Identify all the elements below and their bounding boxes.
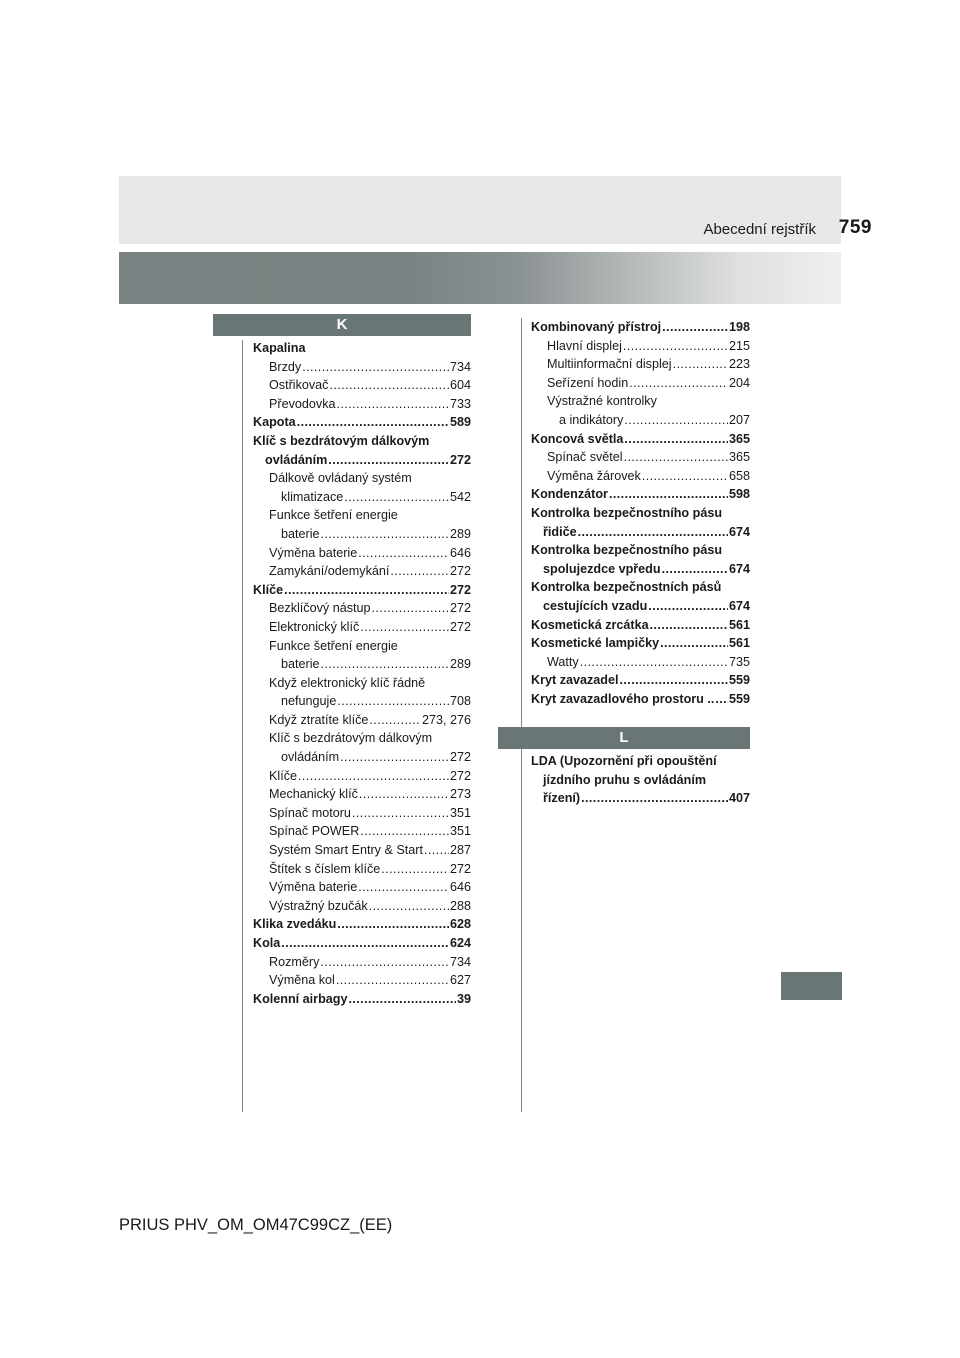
entry-label: Kosmetické lampičky [531, 636, 660, 651]
entry-label: Převodovka [269, 396, 336, 411]
entry-page-number: 733 [449, 396, 471, 411]
dot-leader [321, 525, 449, 544]
entry-page-number: 598 [728, 487, 750, 502]
entry-label: Výměna žárovek [547, 468, 641, 483]
index-entry [253, 971, 471, 990]
index-entry [253, 395, 471, 414]
thumb-index-tab [781, 972, 842, 1000]
index-entry [531, 430, 750, 449]
entry-page-number: 351 [449, 824, 471, 839]
entry-label: Kryt zavazadlového prostoru .. [531, 691, 715, 706]
dot-leader [344, 488, 449, 507]
entry-label: Kola [253, 936, 281, 950]
dot-leader [648, 597, 728, 616]
index-entry [253, 915, 471, 934]
index-entry-heading: Dálkově ovládaný systém [269, 471, 412, 486]
entry-page-number: 198 [728, 320, 750, 334]
entry-page-number: 734 [449, 359, 471, 374]
entry-label: Kapota [253, 415, 296, 430]
column-rule-left [242, 340, 243, 1112]
entry-page-number: 627 [449, 973, 471, 988]
entry-label: Koncová světla [531, 431, 624, 446]
dot-leader [360, 822, 449, 841]
entry-label: Kombinovaný přístroj [531, 320, 662, 334]
index-entry [531, 634, 750, 653]
index-entry [531, 337, 750, 356]
index-entry [253, 451, 471, 470]
entry-page-number: 223 [728, 357, 750, 372]
entry-page-number: 272 [449, 601, 471, 616]
document-code: PRIUS PHV_OM_OM47C99CZ_(EE) [119, 1216, 393, 1234]
index-entry [253, 358, 471, 377]
entry-label: cestujících vzadu [543, 598, 648, 613]
page-number: 759 [838, 217, 872, 238]
dot-leader [359, 785, 449, 804]
index-column-2-section-l [531, 752, 750, 808]
index-entry [531, 523, 750, 542]
index-entry-heading: Výstražné kontrolky [547, 394, 657, 409]
entry-page-number: 272 [449, 582, 471, 597]
index-entry [531, 560, 750, 579]
entry-page-number: 542 [449, 489, 471, 504]
dot-leader [650, 616, 728, 635]
entry-page-number: 674 [728, 598, 750, 613]
dot-leader [629, 374, 728, 393]
dot-leader [337, 915, 449, 934]
index-entry [253, 655, 471, 674]
entry-label: Klíče [269, 768, 297, 783]
entry-page-number: 559 [728, 673, 750, 688]
index-entry [253, 990, 471, 1009]
index-entry-heading: Když elektronický klíč řádně [269, 675, 426, 690]
index-entry [253, 822, 471, 841]
section-title: Abecední rejstřík [703, 221, 816, 238]
dot-leader [348, 990, 456, 1009]
entry-page-number: 561 [728, 636, 750, 651]
dot-leader [715, 690, 728, 709]
dot-leader [424, 841, 449, 860]
entry-label: Seřízení hodin [547, 375, 629, 390]
entry-page-number: 273, 276 [421, 712, 471, 727]
entry-label: Zamykání/odemykání [269, 564, 390, 579]
entry-page-number: 272 [449, 768, 471, 783]
entry-page-number: 589 [449, 415, 471, 430]
entry-page-number: 273 [449, 787, 471, 802]
entry-label: řízení) [543, 791, 581, 806]
entry-label: Rozměry [269, 954, 320, 969]
dot-leader [620, 671, 728, 690]
entry-page-number: 351 [449, 805, 471, 820]
entry-label: Kondenzátor [531, 487, 608, 502]
index-entry [531, 467, 750, 486]
entry-label: Bezklíčový nástup [269, 601, 371, 616]
entry-page-number: 628 [449, 917, 471, 932]
entry-label: Multiinformační displej [547, 357, 672, 372]
section-header-l: L [498, 727, 750, 749]
entry-label: Mechanický klíč [269, 787, 358, 802]
index-entry [531, 355, 750, 374]
dot-leader [578, 523, 728, 542]
dot-leader [328, 451, 449, 470]
dot-leader [336, 971, 449, 990]
index-entry-heading: Kontrolka bezpečnostního pásu [531, 543, 723, 558]
index-entry-heading: Kontrolka bezpečnostního pásu [531, 505, 723, 520]
entry-label: Kolenní airbagy [253, 991, 348, 1006]
column-rule-middle [521, 318, 522, 1112]
index-entry [253, 785, 471, 804]
index-entry-heading: Klíč s bezdrátovým dálkovým [269, 731, 433, 746]
dot-leader [340, 748, 449, 767]
entry-page-number: 287 [449, 843, 471, 858]
dot-leader [390, 562, 449, 581]
dot-leader [673, 355, 728, 374]
index-entry [531, 789, 750, 808]
entry-page-number: 272 [449, 564, 471, 579]
dot-leader [660, 634, 728, 653]
index-entry [253, 562, 471, 581]
dot-leader [337, 692, 449, 711]
index-entry [531, 318, 750, 337]
index-entry [253, 599, 471, 618]
index-entry [531, 374, 750, 393]
entry-page-number: 658 [728, 468, 750, 483]
entry-page-number: 735 [728, 654, 750, 669]
entry-page-number: 272 [449, 452, 471, 467]
dot-leader [662, 318, 728, 337]
index-entry [253, 934, 471, 953]
entry-label: Klika zvedáku [253, 917, 337, 932]
dot-leader [360, 618, 449, 637]
dot-leader [320, 953, 449, 972]
index-column-1 [253, 339, 471, 1008]
entry-label: Když ztratíte klíče [269, 712, 369, 727]
index-entry [253, 413, 471, 432]
index-entry [531, 690, 750, 709]
entry-page-number: 272 [449, 619, 471, 634]
index-entry [531, 485, 750, 504]
entry-page-number: 272 [449, 750, 471, 765]
index-entry [253, 748, 471, 767]
index-entry [253, 897, 471, 916]
entry-label: klimatizace [281, 489, 344, 504]
entry-page-number: 289 [449, 657, 471, 672]
dot-leader [624, 411, 728, 430]
index-entry [253, 692, 471, 711]
entry-page-number: 646 [449, 880, 471, 895]
index-entry [531, 653, 750, 672]
dot-leader [624, 448, 728, 467]
entry-label: Hlavní displej [547, 338, 622, 353]
dot-leader [297, 413, 449, 432]
entry-page-number: 272 [449, 861, 471, 876]
entry-label: Výměna baterie [269, 880, 358, 895]
dot-leader [580, 653, 728, 672]
entry-page-number: 559 [728, 691, 750, 706]
entry-label: a indikátory [559, 412, 624, 427]
entry-page-number: 288 [449, 898, 471, 913]
entry-label: Výstražný bzučák [269, 898, 368, 913]
entry-label: Štítek s číslem klíče [269, 861, 381, 876]
entry-page-number: 734 [449, 954, 471, 969]
index-entry-heading: jízdního pruhu s ovládáním [543, 772, 707, 787]
index-entry [253, 581, 471, 600]
dot-leader [609, 485, 728, 504]
entry-page-number: 604 [449, 378, 471, 393]
entry-page-number: 207 [728, 412, 750, 427]
entry-label: Kryt zavazadel [531, 673, 619, 688]
entry-label: spolujezdce vpředu [543, 561, 661, 576]
index-entry [253, 767, 471, 786]
dot-leader [352, 804, 449, 823]
entry-page-number: 204 [728, 375, 750, 390]
entry-label: Brzdy [269, 359, 302, 374]
entry-label: Spínač světel [547, 450, 623, 465]
index-entry [253, 488, 471, 507]
section-header-k: K [213, 314, 471, 336]
entry-page-number: 407 [728, 791, 750, 806]
index-entry [253, 860, 471, 879]
entry-page-number: 674 [728, 524, 750, 539]
index-entry [253, 618, 471, 637]
entry-page-number: 674 [728, 561, 750, 576]
dot-leader [337, 395, 449, 414]
dot-leader [369, 897, 449, 916]
index-entry [531, 411, 750, 430]
entry-page-number: 215 [728, 338, 750, 353]
dot-leader [321, 655, 449, 674]
entry-label: Klíče [253, 582, 284, 597]
dot-leader [284, 581, 449, 600]
entry-label: ovládáním [281, 750, 340, 765]
dot-leader [642, 467, 728, 486]
entry-label: Elektronický klíč [269, 619, 360, 634]
entry-label: nefunguje [281, 694, 337, 709]
entry-page-number: 624 [449, 936, 471, 950]
entry-label: Kosmetická zrcátka [531, 617, 649, 632]
index-entry [531, 671, 750, 690]
entry-label: Spínač motoru [269, 805, 351, 820]
index-entry-heading: Kontrolka bezpečnostních pásů [531, 580, 722, 595]
dot-leader [624, 430, 728, 449]
entry-label: ovládáním [265, 452, 328, 467]
decorative-gradient-band [119, 252, 841, 304]
entry-label: Výměna kol [269, 973, 335, 988]
index-entry [253, 544, 471, 563]
entry-page-number: 561 [728, 617, 750, 632]
entry-page-number: 646 [449, 545, 471, 560]
dot-leader [329, 376, 449, 395]
index-entry [531, 616, 750, 635]
dot-leader [662, 560, 728, 579]
index-entry-heading: Funkce šetření energie [269, 508, 398, 523]
index-entry-heading: Kapalina [253, 341, 306, 355]
entry-page-number: 365 [728, 450, 750, 465]
dot-leader [623, 337, 728, 356]
dot-leader [302, 358, 449, 377]
entry-label: řidiče [543, 524, 577, 539]
entry-label: Výměna baterie [269, 545, 358, 560]
entry-label: Systém Smart Entry & Start [269, 843, 423, 858]
dot-leader [372, 599, 449, 618]
index-entry [531, 597, 750, 616]
index-entry [253, 376, 471, 395]
index-entry [253, 804, 471, 823]
dot-leader [369, 711, 421, 730]
entry-page-number: 708 [449, 694, 471, 709]
entry-label: baterie [281, 526, 320, 541]
dot-leader [298, 767, 449, 786]
entry-page-number: 289 [449, 526, 471, 541]
index-entry-heading: Klíč s bezdrátovým dálkovým [253, 433, 430, 448]
entry-page-number: 365 [728, 431, 750, 446]
dot-leader [581, 789, 728, 808]
entry-label: Ostřikovač [269, 378, 329, 393]
index-entry [253, 953, 471, 972]
entry-label: baterie [281, 657, 320, 672]
index-entry [253, 711, 471, 730]
index-entry [531, 448, 750, 467]
index-entry-heading: Funkce šetření energie [269, 638, 398, 653]
index-entry [253, 841, 471, 860]
index-entry-heading: LDA (Upozornění při opouštění [531, 754, 717, 768]
dot-leader [381, 860, 449, 879]
index-entry [253, 878, 471, 897]
entry-page-number: 39 [456, 991, 471, 1006]
dot-leader [358, 544, 449, 563]
entry-label: Watty [547, 654, 579, 669]
index-column-2 [531, 318, 750, 708]
dot-leader [281, 934, 449, 953]
entry-label: Spínač POWER [269, 824, 360, 839]
index-entry [253, 525, 471, 544]
dot-leader [358, 878, 449, 897]
